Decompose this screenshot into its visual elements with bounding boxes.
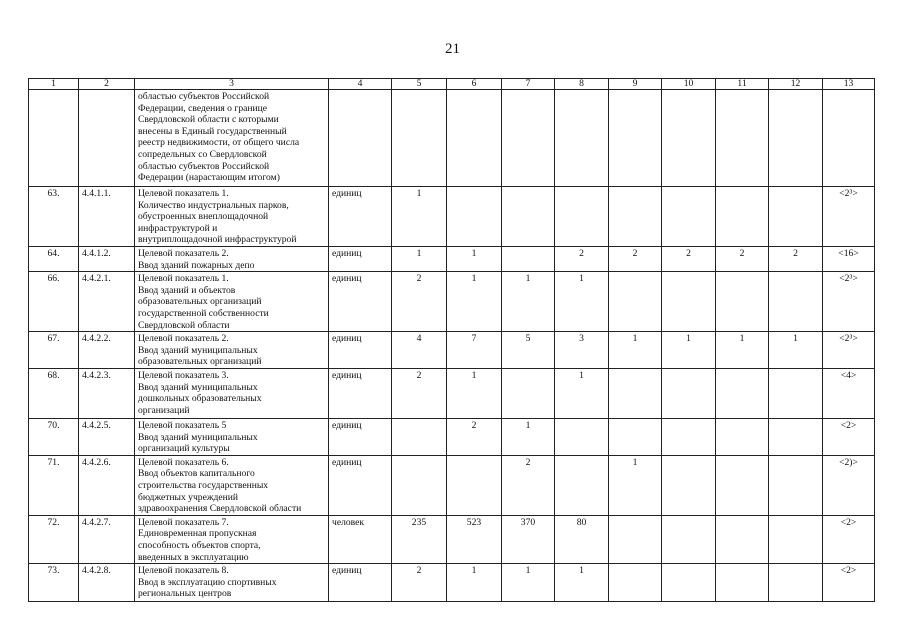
value-cell	[716, 187, 769, 247]
value-cell: 2	[662, 247, 716, 272]
indicator-table	[28, 78, 875, 602]
value-cell	[662, 418, 716, 455]
value-cell: 7	[447, 332, 502, 369]
description-line: Целевой показатель 7.	[138, 516, 229, 528]
item-code: 4.4.2.2.	[79, 332, 135, 369]
row-number: 64.	[29, 247, 79, 272]
value-cell	[502, 368, 555, 418]
value-cell: 1	[609, 332, 662, 369]
value-cell	[447, 187, 502, 247]
value-cell: 1	[716, 332, 769, 369]
value-cell	[716, 418, 769, 455]
column-number: 5	[392, 79, 447, 90]
value-cell: 1	[502, 272, 555, 332]
unit-cell: единиц	[329, 455, 392, 515]
item-code	[79, 90, 135, 187]
indicator-description	[135, 368, 329, 418]
value-cell	[769, 455, 823, 515]
description-line: региональных центров	[138, 588, 232, 600]
column-number: 12	[769, 79, 823, 90]
value-cell	[769, 418, 823, 455]
description-line: Ввод в эксплуатацию спортивных	[138, 576, 277, 588]
value-cell	[716, 564, 769, 602]
description-line: обустроенных внеплощадочной	[138, 211, 269, 223]
description-line: Количество индустриальных парков,	[138, 199, 289, 211]
indicator-description	[135, 332, 329, 369]
indicator-description	[135, 515, 329, 563]
description-line: Свердловской области	[138, 319, 230, 331]
table-row	[29, 368, 875, 418]
indicator-description	[135, 187, 329, 247]
value-cell	[769, 90, 823, 187]
table-row	[29, 564, 875, 602]
value-cell: 1	[502, 418, 555, 455]
source-ref: <2³>	[823, 187, 875, 247]
description-line: внутриплощадочной инфраструктурой	[138, 234, 297, 246]
table-row	[29, 455, 875, 515]
description-line: Ввод зданий муниципальных	[138, 344, 258, 356]
value-cell	[609, 90, 662, 187]
value-cell: 1	[555, 272, 609, 332]
source-ref: <2³>	[823, 332, 875, 369]
description-line: сопредельных со Свердловской	[138, 148, 267, 160]
item-code: 4.4.2.7.	[79, 515, 135, 563]
value-cell	[502, 187, 555, 247]
description-line: бюджетных учреждений	[138, 491, 239, 503]
indicator-description	[135, 455, 329, 515]
value-cell	[447, 455, 502, 515]
value-cell: 2	[392, 272, 447, 332]
source-ref: <2>	[823, 515, 875, 563]
value-cell: 5	[502, 332, 555, 369]
value-cell	[609, 272, 662, 332]
table-row	[29, 418, 875, 455]
source-ref: <2³>	[823, 272, 875, 332]
description-line: Целевой показатель 6.	[138, 456, 229, 468]
indicator-description	[135, 564, 329, 602]
indicator-description	[135, 272, 329, 332]
value-cell: 1	[555, 368, 609, 418]
description-line: Целевой показатель 2.	[138, 248, 229, 259]
value-cell	[555, 187, 609, 247]
table-row	[29, 247, 875, 272]
source-ref: <16>	[823, 247, 875, 272]
description-line: государственной собственности	[138, 307, 269, 319]
value-cell: 3	[555, 332, 609, 369]
description-line: Ввод зданий муниципальных	[138, 431, 258, 443]
value-cell	[609, 515, 662, 563]
description-line: Ввод зданий муниципальных	[138, 381, 258, 393]
value-cell	[662, 368, 716, 418]
unit-cell: единиц	[329, 332, 392, 369]
value-cell	[716, 455, 769, 515]
value-cell	[609, 418, 662, 455]
description-line: инфраструктурой и	[138, 222, 218, 234]
column-number: 11	[716, 79, 769, 90]
table-row	[29, 90, 875, 187]
value-cell	[392, 418, 447, 455]
description-line: здравоохранения Свердловской области	[138, 503, 302, 515]
item-code: 4.4.2.6.	[79, 455, 135, 515]
column-number: 9	[609, 79, 662, 90]
value-cell: 523	[447, 515, 502, 563]
value-cell	[392, 90, 447, 187]
value-cell	[769, 515, 823, 563]
value-cell: 370	[502, 515, 555, 563]
value-cell	[769, 368, 823, 418]
table-row	[29, 515, 875, 563]
value-cell	[716, 368, 769, 418]
item-code: 4.4.2.8.	[79, 564, 135, 602]
source-ref: <2)>	[823, 455, 875, 515]
source-ref: <4>	[823, 368, 875, 418]
unit-cell: человек	[329, 515, 392, 563]
description-line: Федерации, сведения о границе	[138, 102, 268, 114]
row-number: 67.	[29, 332, 79, 369]
description-line: дошкольных образовательных	[138, 393, 262, 405]
value-cell	[609, 187, 662, 247]
item-code: 4.4.2.3.	[79, 368, 135, 418]
value-cell: 235	[392, 515, 447, 563]
description-line: Ввод зданий и объектов	[138, 284, 236, 296]
description-line: введенных в эксплуатацию	[138, 551, 249, 563]
row-number: 71.	[29, 455, 79, 515]
column-number: 2	[79, 79, 135, 90]
indicator-description	[135, 418, 329, 455]
description-line: Целевой показатель 2.	[138, 333, 229, 345]
row-number: 68.	[29, 368, 79, 418]
value-cell	[716, 90, 769, 187]
description-line: реестр недвижимости, от общего числа	[138, 137, 300, 149]
column-number: 10	[662, 79, 716, 90]
description-line: областью субъектов Российской	[138, 160, 270, 172]
description-line: Ввод зданий пожарных депо	[138, 259, 255, 271]
column-number: 13	[823, 79, 875, 90]
source-ref: <2>	[823, 564, 875, 602]
column-number: 4	[329, 79, 392, 90]
value-cell: 4	[392, 332, 447, 369]
item-code: 4.4.1.2.	[79, 247, 135, 272]
description-line: Единовременная пропускная	[138, 528, 257, 540]
description-line: Федерации (нарастающим итогом)	[138, 172, 280, 184]
source-ref	[823, 90, 875, 187]
item-code: 4.4.2.1.	[79, 272, 135, 332]
row-number: 63.	[29, 187, 79, 247]
value-cell: 1	[447, 564, 502, 602]
value-cell: 2	[447, 418, 502, 455]
value-cell: 1	[392, 187, 447, 247]
value-cell	[392, 455, 447, 515]
unit-cell: единиц	[329, 564, 392, 602]
description-line: Целевой показатель 1.	[138, 273, 229, 285]
column-number: 7	[502, 79, 555, 90]
description-line: строительства государственных	[138, 479, 269, 491]
table-row	[29, 187, 875, 247]
page-number: 21	[445, 41, 460, 57]
value-cell: 2	[769, 247, 823, 272]
column-number: 8	[555, 79, 609, 90]
description-line: Целевой показатель 1.	[138, 188, 229, 199]
value-cell	[662, 187, 716, 247]
unit-cell: единиц	[329, 187, 392, 247]
value-cell	[769, 272, 823, 332]
description-line: организаций культуры	[138, 443, 230, 455]
value-cell: 1	[662, 332, 716, 369]
value-cell: 2	[716, 247, 769, 272]
value-cell	[555, 418, 609, 455]
value-cell: 1	[447, 368, 502, 418]
indicator-description	[135, 90, 329, 187]
row-number: 66.	[29, 272, 79, 332]
unit-cell: единиц	[329, 247, 392, 272]
row-number: 73.	[29, 564, 79, 602]
value-cell: 2	[392, 368, 447, 418]
column-number: 1	[29, 79, 79, 90]
value-cell: 2	[392, 564, 447, 602]
column-number: 6	[447, 79, 502, 90]
description-line: способность объектов спорта,	[138, 539, 261, 551]
unit-cell: единиц	[329, 272, 392, 332]
description-line: организаций	[138, 404, 190, 416]
description-line: образовательных организаций	[138, 296, 262, 308]
description-line: Свердловской области с которыми	[138, 114, 279, 126]
item-code: 4.4.2.5.	[79, 418, 135, 455]
row-number: 72.	[29, 515, 79, 563]
description-line: Целевой показатель 8.	[138, 565, 229, 577]
value-cell	[609, 564, 662, 602]
unit-cell	[329, 90, 392, 187]
row-number	[29, 90, 79, 187]
value-cell	[662, 455, 716, 515]
value-cell: 80	[555, 515, 609, 563]
value-cell: 1	[447, 247, 502, 272]
row-number: 70.	[29, 418, 79, 455]
column-number-row	[29, 79, 875, 90]
value-cell: 1	[609, 455, 662, 515]
value-cell	[662, 90, 716, 187]
item-code: 4.4.1.1.	[79, 187, 135, 247]
value-cell: 2	[555, 247, 609, 272]
value-cell	[769, 187, 823, 247]
value-cell	[716, 515, 769, 563]
description-line: образовательных организаций	[138, 356, 262, 368]
value-cell	[662, 564, 716, 602]
value-cell	[502, 90, 555, 187]
unit-cell: единиц	[329, 418, 392, 455]
description-line: областью субъектов Российской	[138, 91, 270, 102]
value-cell	[609, 368, 662, 418]
description-line: Целевой показатель 5	[138, 419, 227, 431]
value-cell: 2	[502, 455, 555, 515]
value-cell: 1	[447, 272, 502, 332]
value-cell	[502, 247, 555, 272]
indicator-description	[135, 247, 329, 272]
value-cell	[447, 90, 502, 187]
value-cell	[555, 90, 609, 187]
description-line: Целевой показатель 3.	[138, 369, 229, 381]
value-cell: 1	[502, 564, 555, 602]
column-number: 3	[135, 79, 329, 90]
value-cell: 1	[555, 564, 609, 602]
value-cell	[716, 272, 769, 332]
value-cell	[769, 564, 823, 602]
source-ref: <2>	[823, 418, 875, 455]
value-cell	[662, 515, 716, 563]
value-cell: 2	[609, 247, 662, 272]
description-line: внесены в Единый государственный	[138, 125, 287, 137]
table-row	[29, 332, 875, 369]
value-cell: 1	[769, 332, 823, 369]
value-cell	[662, 272, 716, 332]
unit-cell: единиц	[329, 368, 392, 418]
table-row	[29, 272, 875, 332]
value-cell: 1	[392, 247, 447, 272]
description-line: Ввод объектов капитального	[138, 468, 255, 480]
value-cell	[555, 455, 609, 515]
